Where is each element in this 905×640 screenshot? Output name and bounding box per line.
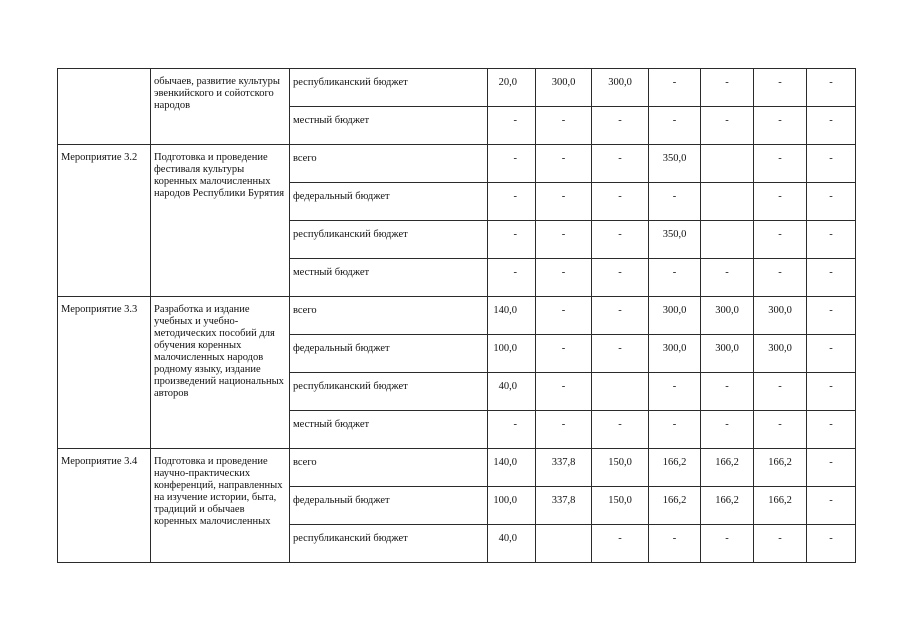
amount-cell: - — [701, 411, 754, 449]
amount-cell: - — [592, 107, 649, 145]
amount-cell: - — [701, 373, 754, 411]
amount-cell: - — [807, 259, 856, 297]
amount-cell: - — [649, 69, 701, 107]
activity-description-cell: Подготовка и проведение научно-практических конференций, направленных на изучение истории, быта, традиций и обычаев коренных малочисленных — [151, 449, 290, 563]
funding-source-cell: республиканский бюджет — [290, 221, 488, 259]
budget-table — [57, 68, 856, 563]
amount-cell: - — [807, 335, 856, 373]
activity-code-cell — [58, 69, 151, 145]
amount-cell: 300,0 — [649, 297, 701, 335]
amount-cell: - — [536, 411, 592, 449]
amount-cell: 350,0 — [649, 145, 701, 183]
amount-cell: - — [754, 145, 807, 183]
amount-cell: 166,2 — [649, 449, 701, 487]
amount-cell: - — [754, 69, 807, 107]
activity-description-cell: Разработка и издание учебных и учебно-методических пособий для обучения коренных малочисленных народов родному языку, издание произведений национальных авторов — [151, 297, 290, 449]
amount-cell: - — [592, 525, 649, 563]
amount-cell: - — [592, 411, 649, 449]
amount-cell: 300,0 — [536, 69, 592, 107]
amount-cell: 337,8 — [536, 449, 592, 487]
amount-cell: - — [592, 297, 649, 335]
activity-code-cell: Мероприятие 3.2 — [58, 145, 151, 297]
amount-cell: 166,2 — [701, 449, 754, 487]
amount-cell: - — [807, 107, 856, 145]
activity-description-cell: обычаев, развитие культуры эвенкийского и сойотского народов — [151, 69, 290, 145]
amount-cell: 300,0 — [754, 297, 807, 335]
table-body — [58, 69, 856, 563]
activity-code-cell: Мероприятие 3.4 — [58, 449, 151, 563]
amount-cell: - — [536, 373, 592, 411]
amount-cell: 300,0 — [592, 69, 649, 107]
amount-cell: 166,2 — [701, 487, 754, 525]
amount-cell — [592, 373, 649, 411]
funding-source-cell: федеральный бюджет — [290, 487, 488, 525]
amount-cell: 150,0 — [592, 487, 649, 525]
amount-cell: - — [488, 221, 536, 259]
amount-cell: - — [807, 297, 856, 335]
amount-cell: - — [807, 449, 856, 487]
amount-cell: - — [807, 69, 856, 107]
amount-cell: - — [754, 525, 807, 563]
amount-cell: - — [807, 411, 856, 449]
funding-source-cell: местный бюджет — [290, 259, 488, 297]
amount-cell: - — [807, 145, 856, 183]
amount-cell: 40,0 — [488, 525, 536, 563]
amount-cell: - — [536, 297, 592, 335]
amount-cell: - — [701, 69, 754, 107]
amount-cell: - — [754, 373, 807, 411]
amount-cell: 300,0 — [754, 335, 807, 373]
amount-cell: 150,0 — [592, 449, 649, 487]
funding-source-cell: республиканский бюджет — [290, 525, 488, 563]
funding-source-cell: всего — [290, 297, 488, 335]
amount-cell: - — [488, 411, 536, 449]
amount-cell: - — [536, 183, 592, 221]
amount-cell — [536, 525, 592, 563]
funding-source-cell: местный бюджет — [290, 411, 488, 449]
amount-cell: - — [754, 221, 807, 259]
amount-cell: 140,0 — [488, 297, 536, 335]
amount-cell: - — [592, 259, 649, 297]
table-row — [58, 69, 856, 107]
amount-cell: - — [488, 183, 536, 221]
amount-cell: 300,0 — [701, 297, 754, 335]
amount-cell: 166,2 — [754, 487, 807, 525]
amount-cell: 300,0 — [701, 335, 754, 373]
funding-source-cell: республиканский бюджет — [290, 69, 488, 107]
amount-cell: - — [536, 107, 592, 145]
amount-cell: - — [649, 107, 701, 145]
amount-cell: - — [807, 373, 856, 411]
amount-cell: - — [754, 259, 807, 297]
amount-cell — [701, 221, 754, 259]
amount-cell: - — [536, 145, 592, 183]
amount-cell: 300,0 — [649, 335, 701, 373]
amount-cell: 20,0 — [488, 69, 536, 107]
amount-cell: - — [536, 259, 592, 297]
amount-cell: - — [754, 107, 807, 145]
amount-cell: 40,0 — [488, 373, 536, 411]
funding-source-cell: всего — [290, 449, 488, 487]
amount-cell: - — [807, 221, 856, 259]
amount-cell: 166,2 — [649, 487, 701, 525]
amount-cell: 350,0 — [649, 221, 701, 259]
amount-cell: - — [754, 183, 807, 221]
funding-source-cell: всего — [290, 145, 488, 183]
amount-cell: 140,0 — [488, 449, 536, 487]
amount-cell: - — [807, 487, 856, 525]
amount-cell: - — [649, 525, 701, 563]
amount-cell: - — [649, 259, 701, 297]
amount-cell: - — [536, 221, 592, 259]
amount-cell: - — [701, 525, 754, 563]
amount-cell: 166,2 — [754, 449, 807, 487]
amount-cell: - — [592, 221, 649, 259]
amount-cell: - — [536, 335, 592, 373]
amount-cell: - — [592, 183, 649, 221]
amount-cell: - — [649, 373, 701, 411]
amount-cell — [701, 183, 754, 221]
amount-cell: - — [649, 183, 701, 221]
activity-code-cell: Мероприятие 3.3 — [58, 297, 151, 449]
activity-description-cell: Подготовка и проведение фестиваля культуры коренных малочисленных народов Республики Бурятия — [151, 145, 290, 297]
funding-source-cell: федеральный бюджет — [290, 335, 488, 373]
funding-source-cell: республиканский бюджет — [290, 373, 488, 411]
amount-cell: - — [488, 107, 536, 145]
amount-cell: - — [754, 411, 807, 449]
amount-cell: - — [488, 145, 536, 183]
amount-cell — [701, 145, 754, 183]
amount-cell: - — [701, 259, 754, 297]
amount-cell: - — [701, 107, 754, 145]
amount-cell: - — [592, 335, 649, 373]
amount-cell: - — [807, 525, 856, 563]
amount-cell: 100,0 — [488, 487, 536, 525]
amount-cell: - — [592, 145, 649, 183]
amount-cell: 100,0 — [488, 335, 536, 373]
funding-source-cell: федеральный бюджет — [290, 183, 488, 221]
amount-cell: 337,8 — [536, 487, 592, 525]
amount-cell: - — [488, 259, 536, 297]
table-row — [58, 449, 856, 487]
funding-source-cell: местный бюджет — [290, 107, 488, 145]
amount-cell: - — [649, 411, 701, 449]
table-row — [58, 145, 856, 183]
amount-cell: - — [807, 183, 856, 221]
table-row — [58, 297, 856, 335]
